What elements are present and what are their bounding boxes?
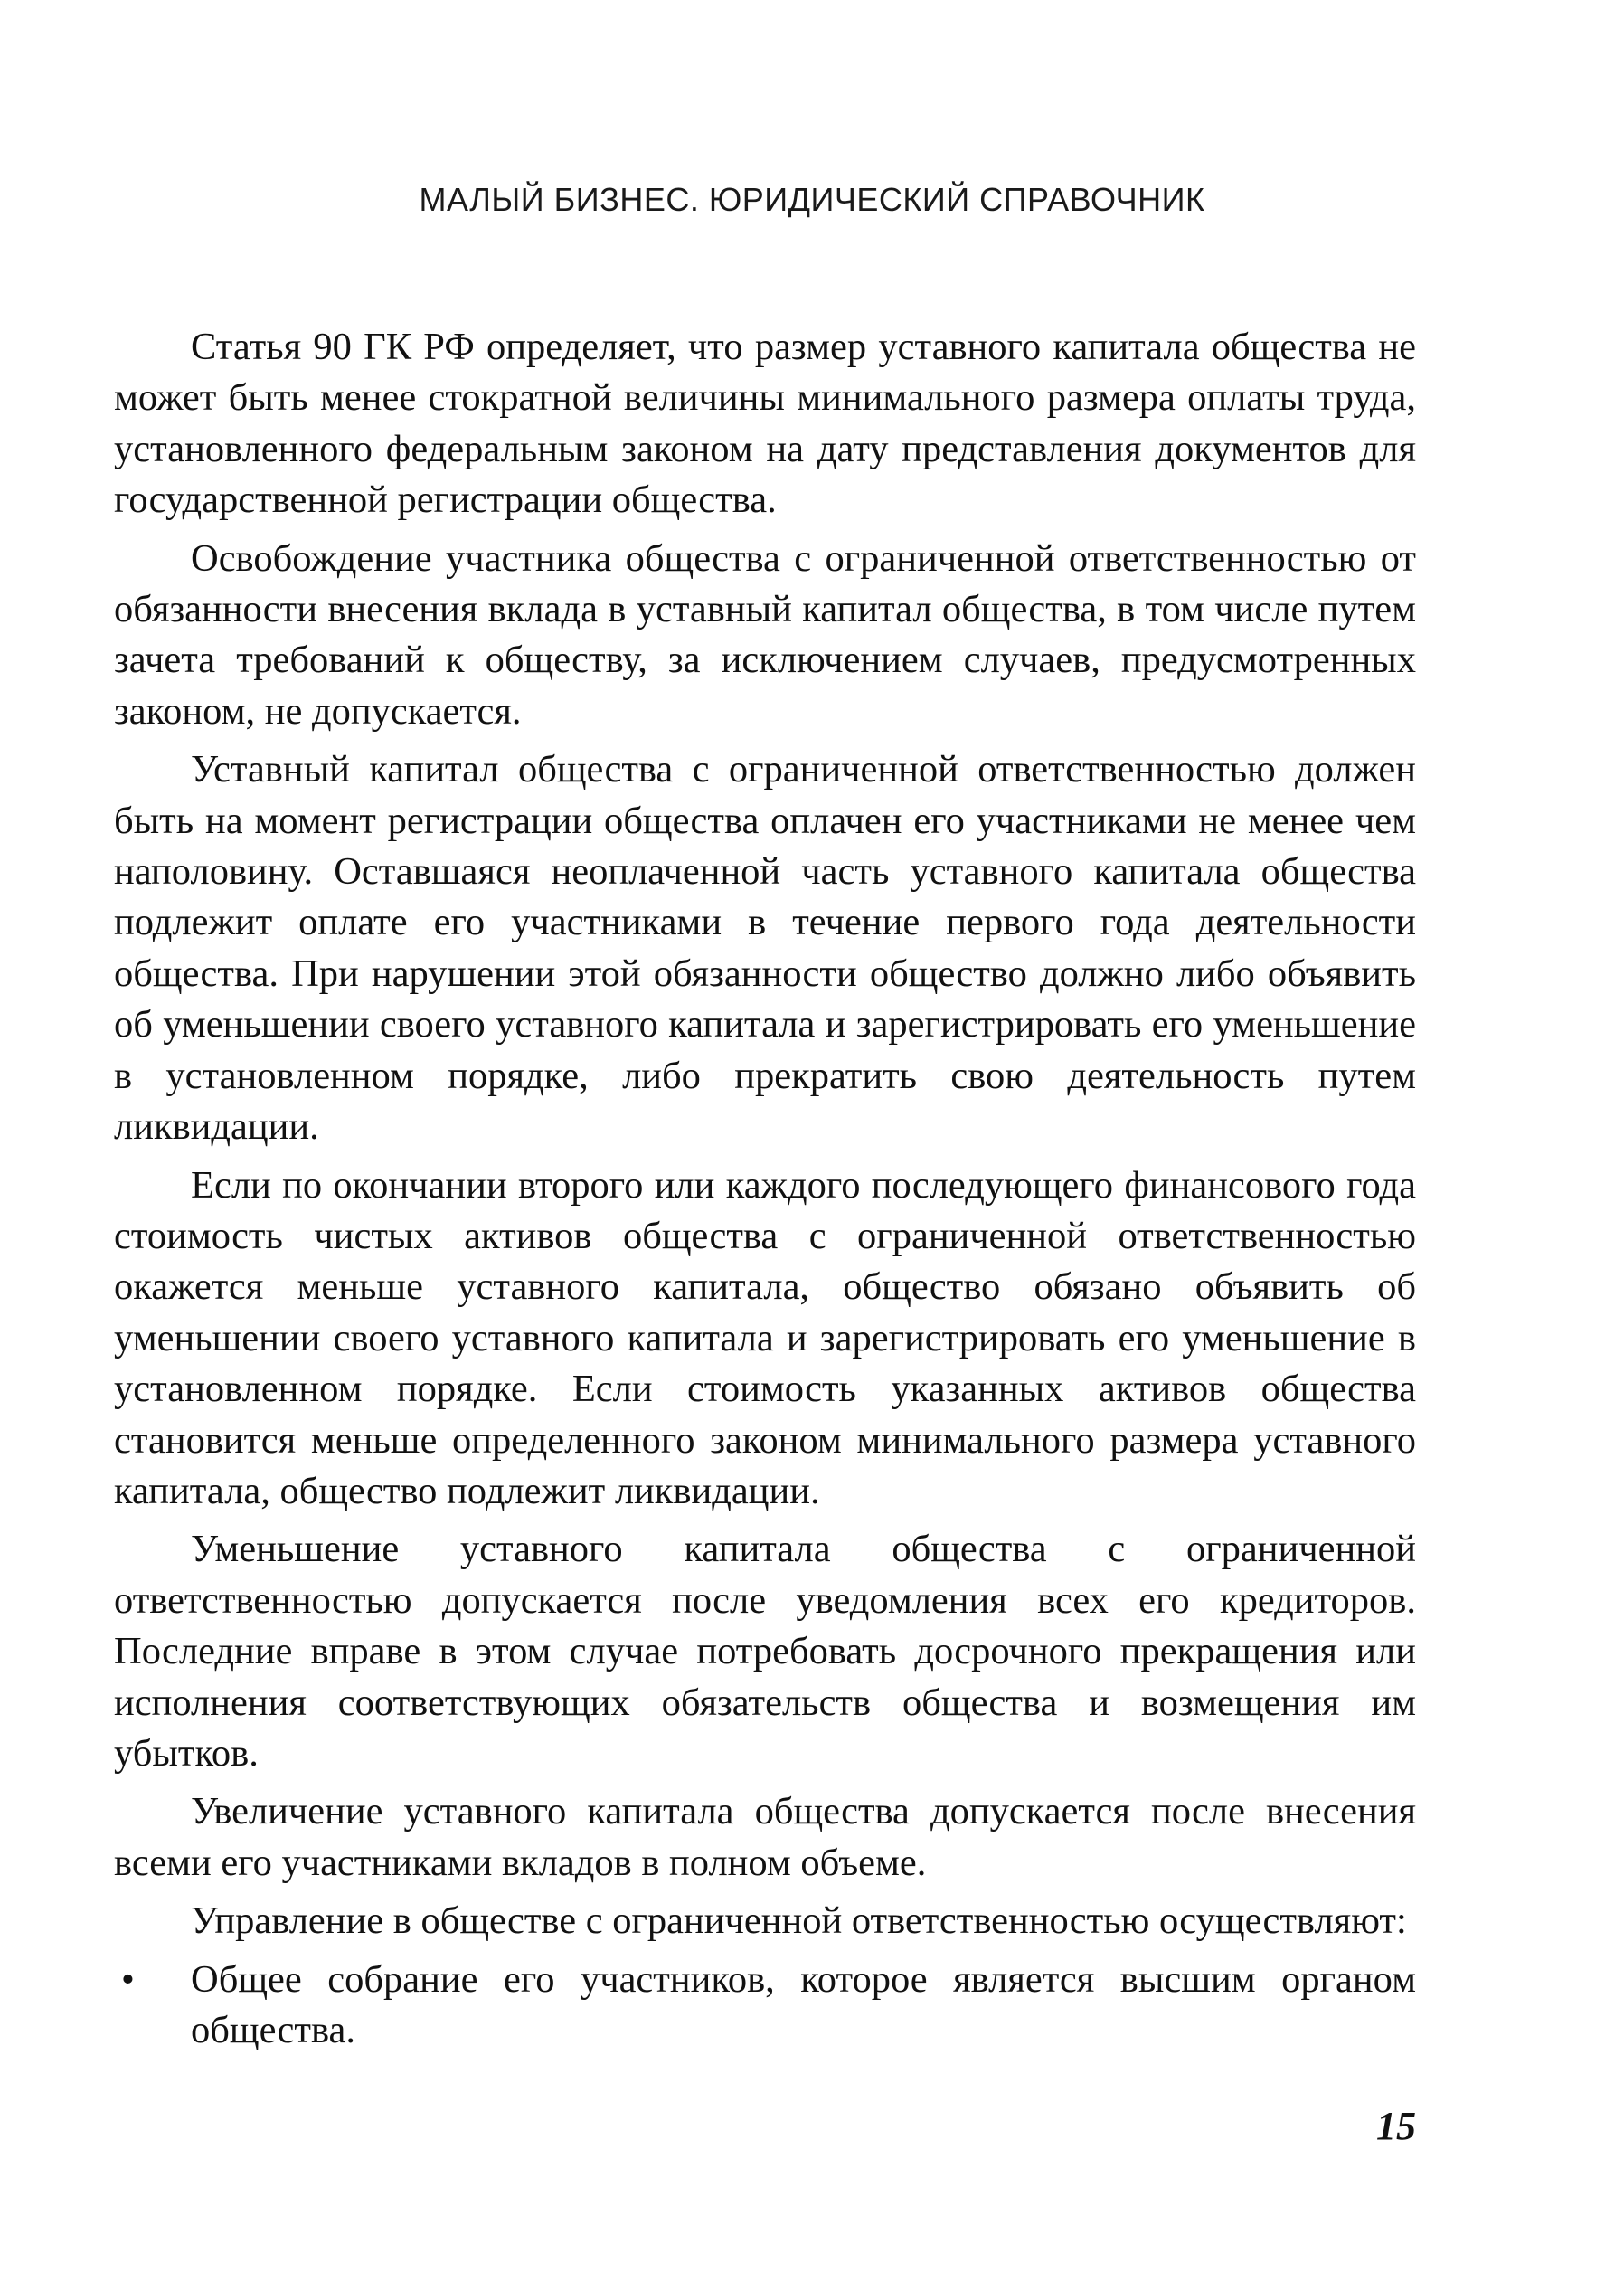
paragraph-6: Увеличение уставного капитала общества допускается после внесения всеми его участниками вкладов в полном объеме. [114, 1790, 1416, 1884]
paragraph-5: Уменьшение уставного капитала общества с ограниченной ответственностью допускается после уведомления всех его кредиторов. Последние вправе в этом случае потребовать досрочного прекращения или исполнения соответствующих обязательств общества и возмещения им убытков. [114, 1528, 1416, 1775]
page-body [114, 322, 1416, 2056]
running-header: МАЛЫЙ БИЗНЕС. ЮРИДИЧЕСКИЙ СПРАВОЧНИК [419, 181, 1205, 218]
paragraph-1: Статья 90 ГК РФ определяет, что размер уставного капитала общества не может быть менее стократной величины минимального размера оплаты труда, установленного федеральным законом на дату представления документов для государственной регистрации общества. [114, 326, 1416, 522]
bullet-mark: • [121, 1957, 135, 2001]
paragraph-2: Освобождение участника общества с ограниченной ответственностью от обязанности внесения вклада в уставный капитал общества, в том числе путем зачета требований к обществу, за исключением случаев, предусмотренных законом, не допускается. [114, 536, 1416, 733]
bullet-text: Общее собрание его участников, которое является высшим органом общества. [191, 1957, 1416, 2051]
paragraph-4: Если по окончании второго или каждого последующего финансового года стоимость чистых активов общества с ограниченной ответственностью окажется меньше уставного капитала, общество обязано объявить об уменьшении своего уставного капитала и зарегистрировать его уменьшение в установленном порядке. Если стоимость указанных активов общества становится меньше определенного законом минимального размера уставного капитала, общество подлежит ликвидации. [114, 1163, 1416, 1512]
bullet-item [114, 1955, 1416, 2057]
paragraph-7: Управление в обществе с ограниченной ответственностью осуществляют: [191, 1899, 1407, 1943]
page-number: 15 [1376, 2104, 1416, 2148]
paragraph-3: Уставный капитал общества с ограниченной ответственностью должен быть на момент регистрации общества оплачен его участниками не менее чем наполовину. Оставшаяся неоплаченной часть уставного капитала общества подлежит оплате его участниками в течение первого года деятельности общества. При нарушении этой обязанности общество должно либо объявить об уменьшении своего уставного капитала и зарегистрировать его уменьшение в установленном порядке, либо прекратить свою деятельность путем ликвидации. [114, 748, 1416, 1149]
